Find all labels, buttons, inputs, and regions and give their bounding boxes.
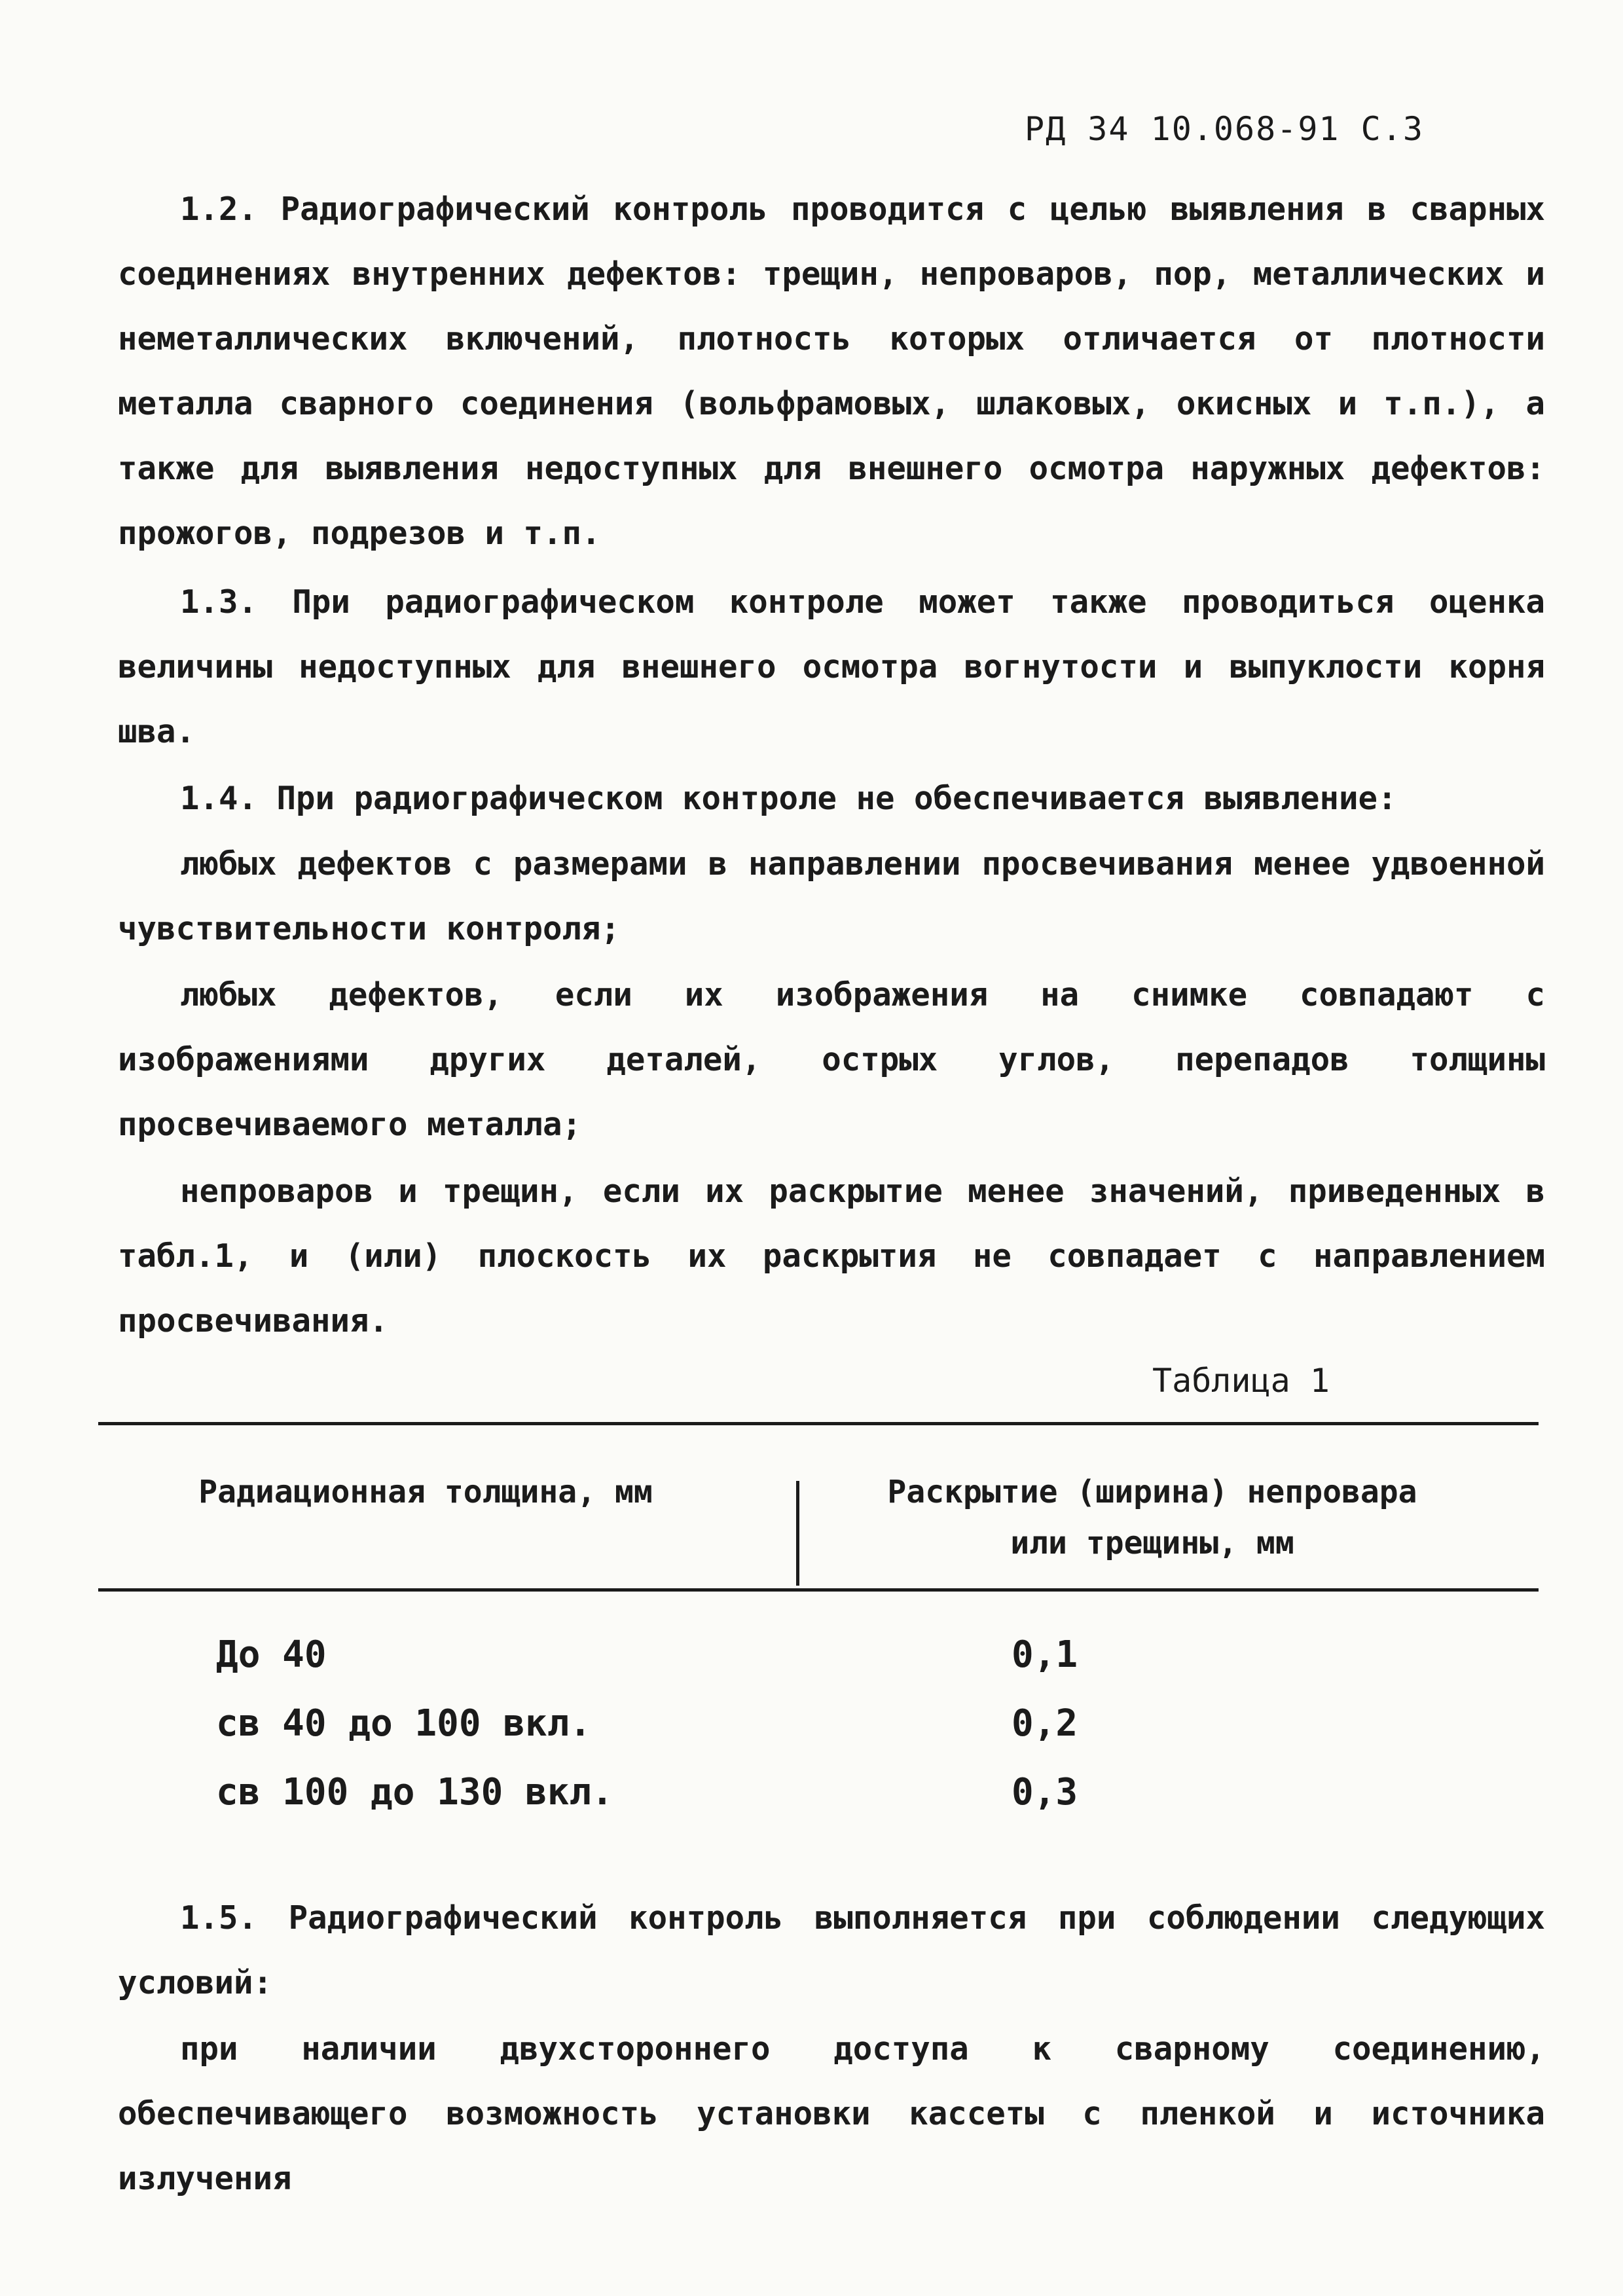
paragraph-1-4 bbox=[118, 766, 1545, 831]
table-row-3-opening: 0,3 bbox=[1012, 1771, 1078, 1813]
paragraph-1-5-item-a bbox=[118, 2016, 1545, 2211]
table-caption: Таблица 1 bbox=[1152, 1362, 1330, 1400]
paragraph-1-4-text: 1.4. При радиографическом контроле не обеспечивается выявление: bbox=[180, 780, 1397, 817]
paragraph-1-4-item-b-text: любых дефектов, если их изображения на снимке совпадают с изображениями других деталей, острых углов, перепадов толщины просвечиваемого металла; bbox=[118, 976, 1545, 1143]
paragraph-1-4-item-b bbox=[118, 962, 1545, 1157]
table-top-rule bbox=[98, 1422, 1539, 1425]
table-header-opening-line1: Раскрытие (ширина) непровара bbox=[887, 1474, 1417, 1510]
paragraph-1-5 bbox=[118, 1886, 1545, 2015]
table-header-separator bbox=[796, 1481, 799, 1586]
paragraph-1-5-text: 1.5. Радиографический контроль выполняется при соблюдении следующих условий: bbox=[118, 1899, 1545, 2001]
paragraph-1-4-item-c bbox=[118, 1159, 1545, 1353]
paragraph-1-2 bbox=[118, 177, 1545, 566]
paragraph-1-5-item-a-text: при наличии двухстороннего доступа к сварному соединению, обеспечивающего возможность установки кассеты с пленкой и источника излучения bbox=[118, 2030, 1545, 2197]
table-row-3-thickness: св 100 до 130 вкл. bbox=[216, 1771, 613, 1813]
paragraph-1-3-text: 1.3. При радиографическом контроле может также проводиться оценка величины недоступных для внешнего осмотра вогнутости и выпуклости корня шва. bbox=[118, 583, 1545, 750]
table-header-thickness: Радиационная толщина, мм bbox=[198, 1474, 653, 1510]
table-header-rule bbox=[98, 1588, 1539, 1592]
table-row-2-opening: 0,2 bbox=[1012, 1702, 1078, 1745]
table-row-1-thickness: До 40 bbox=[216, 1633, 327, 1676]
paragraph-1-4-item-a-text: любых дефектов с размерами в направлении просвечивания менее удвоенной чувствительности контроля; bbox=[118, 845, 1545, 947]
paragraph-1-3 bbox=[118, 570, 1545, 764]
table-row-1-opening: 0,1 bbox=[1012, 1633, 1078, 1676]
table-header-opening-line2: или трещины, мм bbox=[1010, 1525, 1294, 1561]
document-page-id: РД 34 10.068-91 С.3 bbox=[1025, 110, 1424, 148]
paragraph-1-4-item-a bbox=[118, 831, 1545, 961]
paragraph-1-4-item-c-text: непроваров и трещин, если их раскрытие менее значений, приведенных в табл.1, и (или) плоскость их раскрытия не совпадает с направлением просвечивания. bbox=[118, 1173, 1545, 1339]
paragraph-1-2-text: 1.2. Радиографический контроль проводится с целью выявления в сварных соединениях внутренних дефектов: трещин, непроваров, пор, металлических и неметаллических включений, плотность которых отличается от плотности металла сварного соединения (вольфрамовых, шлаковых, окисных и т.п.), а также для выявления недоступных для внешнего осмотра наружных дефектов: прожогов, подрезов и т.п. bbox=[118, 191, 1545, 552]
table-row-2-thickness: св 40 до 100 вкл. bbox=[216, 1702, 592, 1745]
